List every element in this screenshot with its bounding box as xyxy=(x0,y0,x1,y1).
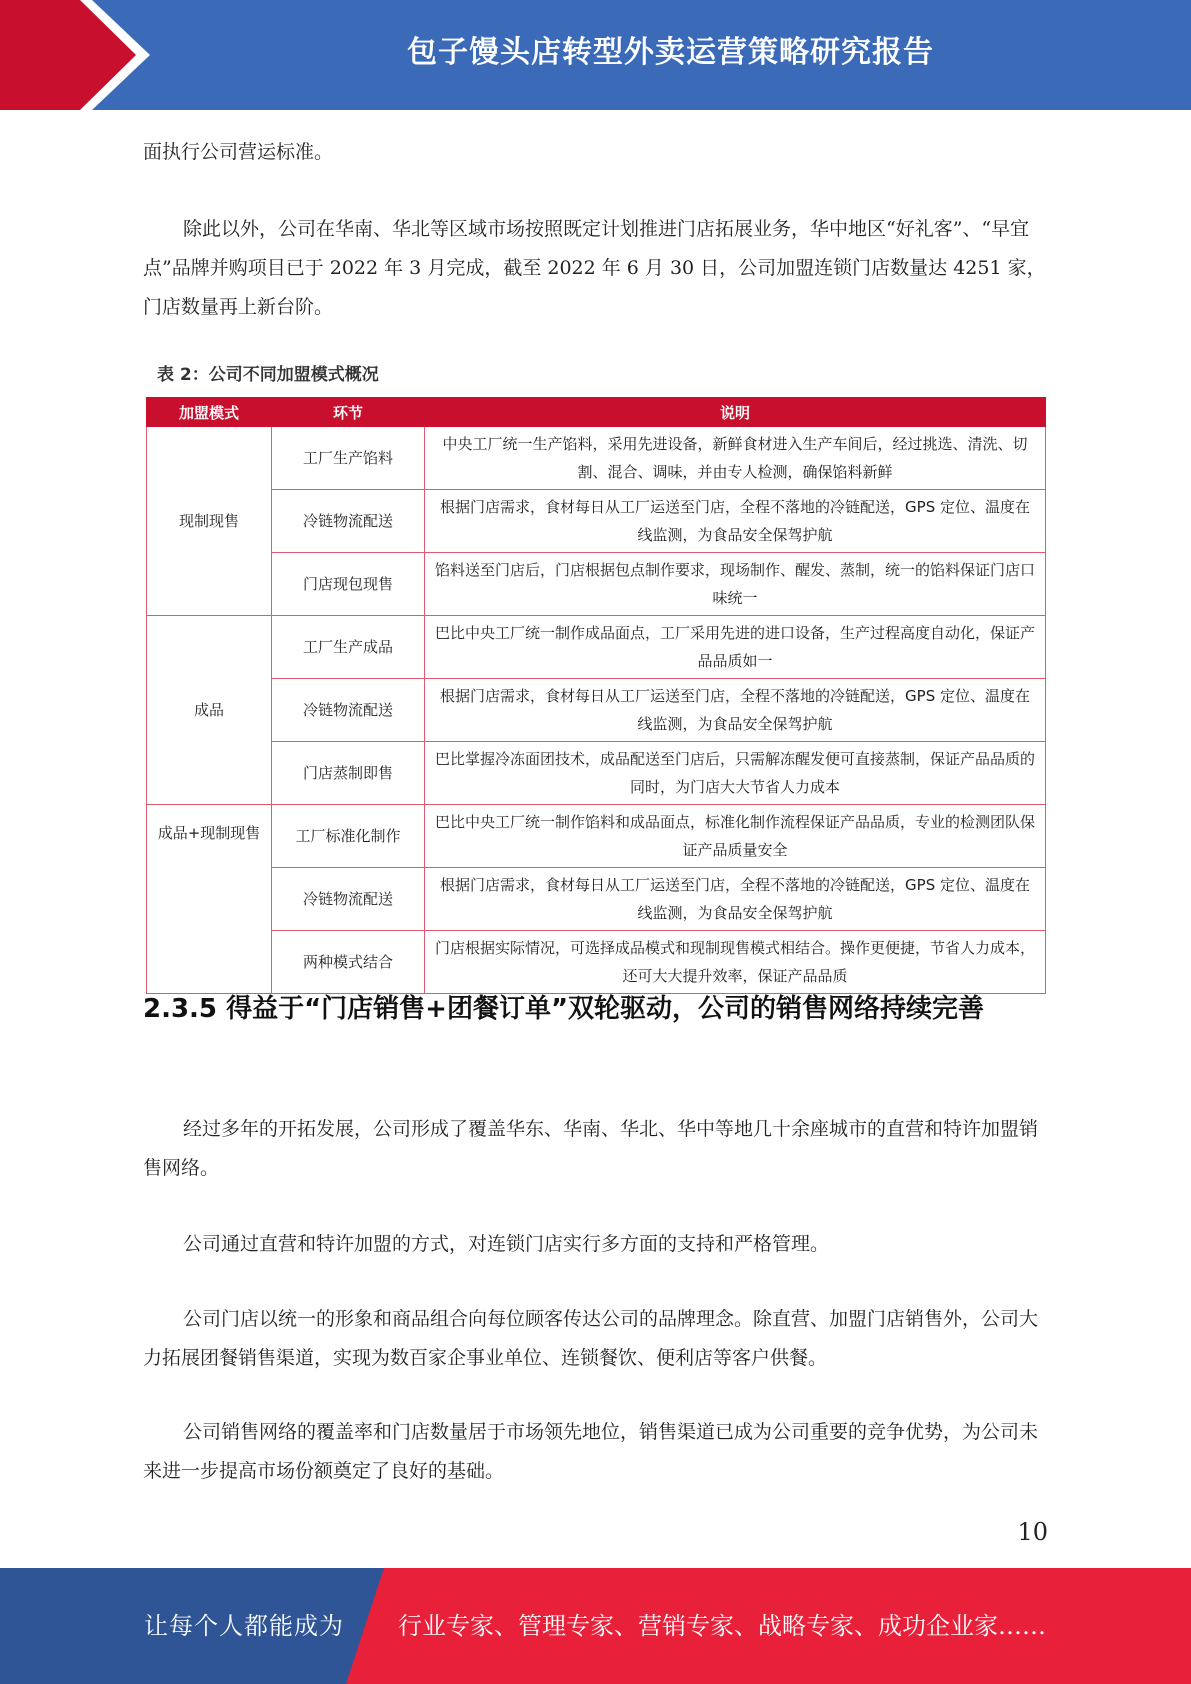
section-heading: 2.3.5 得益于“门店销售+团餐订单”双轮驱动，公司的销售网络持续完善 xyxy=(143,994,985,1024)
paragraph-competitive-advantage: 公司销售网络的覆盖率和门店数量居于市场领先地位，销售渠道已成为公司重要的竞争优势，为公司未来进一步提高市场份额奠定了良好的基础。 xyxy=(143,1421,1039,1482)
mode-cell: 成品 xyxy=(147,616,272,805)
table-row xyxy=(147,427,1046,490)
table-row xyxy=(147,553,1046,616)
page-header xyxy=(0,0,1191,110)
step-cell: 冷链物流配送 xyxy=(272,679,425,742)
table-row xyxy=(147,742,1046,805)
page-number: 10 xyxy=(1017,1518,1048,1546)
description-cell: 根据门店需求，食材每日从工厂运送至门店，全程不落地的冷链配送，GPS 定位、温度在线监测，为食品安全保驾护航 xyxy=(425,490,1046,553)
paragraph-sales-network: 经过多年的开拓发展，公司形成了覆盖华东、华南、华北、华中等地几十余座城市的直营和特许加盟销售网络。 xyxy=(143,1118,1039,1179)
paragraph-management: 公司通过直营和特许加盟的方式，对连锁门店实行多方面的支持和严格管理。 xyxy=(183,1233,830,1255)
step-cell: 冷链物流配送 xyxy=(272,868,425,931)
paragraph-store-expansion: 除此以外，公司在华南、华北等区域市场按照既定计划推进门店拓展业务，华中地区“好礼客”、“早宜点”品牌并购项目已于 2022 年 3 月完成，截至 2022 年 6 月 30 日，公司加盟连锁门店数量达 4251 家，门店数量再上新台阶。 xyxy=(143,218,1046,318)
column-header-mode: 加盟模式 xyxy=(147,398,272,427)
description-cell: 门店根据实际情况，可选择成品模式和现制现售模式相结合。操作更便捷，节省人力成本，还可大大提升效率，保证产品品质 xyxy=(425,931,1046,994)
table-header-row xyxy=(147,398,1046,427)
description-cell: 巴比中央工厂统一制作成品面点，工厂采用先进的进口设备，生产过程高度自动化，保证产品品质如一 xyxy=(425,616,1046,679)
table-row xyxy=(147,490,1046,553)
step-cell: 两种模式结合 xyxy=(272,931,425,994)
header-red-arrow-shape xyxy=(0,0,150,110)
description-cell: 巴比掌握冷冻面团技术，成品配送至门店后，只需解冻醒发便可直接蒸制，保证产品品质的同时，为门店大大节省人力成本 xyxy=(425,742,1046,805)
column-header-step: 环节 xyxy=(272,398,425,427)
table-row xyxy=(147,805,1046,868)
franchise-mode-table xyxy=(146,397,1046,994)
step-cell: 工厂生产馅料 xyxy=(272,427,425,490)
mode-cell: 现制现售 xyxy=(147,427,272,616)
footer-slogan-left: 让每个人都能成为 xyxy=(144,1612,344,1640)
mode-cell: 成品+现制现售 xyxy=(147,805,272,994)
description-cell: 馅料送至门店后，门店根据包点制作要求，现场制作、醒发、蒸制，统一的馅料保证门店口味统一 xyxy=(425,553,1046,616)
step-cell: 门店蒸制即售 xyxy=(272,742,425,805)
paragraph-continued: 面执行公司营运标准。 xyxy=(143,141,334,163)
table-row xyxy=(147,679,1046,742)
table-row xyxy=(147,931,1046,994)
description-cell: 中央工厂统一生产馅料，采用先进设备，新鲜食材进入生产车间后，经过挑选、清洗、切割、混合、调味，并由专人检测，确保馅料新鲜 xyxy=(425,427,1046,490)
step-cell: 工厂生产成品 xyxy=(272,616,425,679)
table-row xyxy=(147,868,1046,931)
page-footer xyxy=(0,1568,1191,1684)
step-cell: 门店现包现售 xyxy=(272,553,425,616)
description-cell: 根据门店需求，食材每日从工厂运送至门店，全程不落地的冷链配送，GPS 定位、温度在线监测，为食品安全保驾护航 xyxy=(425,679,1046,742)
column-header-description: 说明 xyxy=(425,398,1046,427)
table-caption: 表 2：公司不同加盟模式概况 xyxy=(157,365,379,385)
paragraph-brand-concept: 公司门店以统一的形象和商品组合向每位顾客传达公司的品牌理念。除直营、加盟门店销售外，公司大力拓展团餐销售渠道，实现为数百家企事业单位、连锁餐饮、便利店等客户供餐。 xyxy=(143,1308,1039,1369)
document-title: 包子馒头店转型外卖运营策略研究报告 xyxy=(407,35,934,70)
description-cell: 巴比中央工厂统一制作馅料和成品面点，标准化制作流程保证产品品质，专业的检测团队保证产品质量安全 xyxy=(425,805,1046,868)
table-row xyxy=(147,616,1046,679)
footer-slogan-right: 行业专家、管理专家、营销专家、战略专家、成功企业家…… xyxy=(398,1612,1046,1640)
step-cell: 冷链物流配送 xyxy=(272,490,425,553)
description-cell: 根据门店需求，食材每日从工厂运送至门店，全程不落地的冷链配送，GPS 定位、温度在线监测，为食品安全保驾护航 xyxy=(425,868,1046,931)
step-cell: 工厂标准化制作 xyxy=(272,805,425,868)
